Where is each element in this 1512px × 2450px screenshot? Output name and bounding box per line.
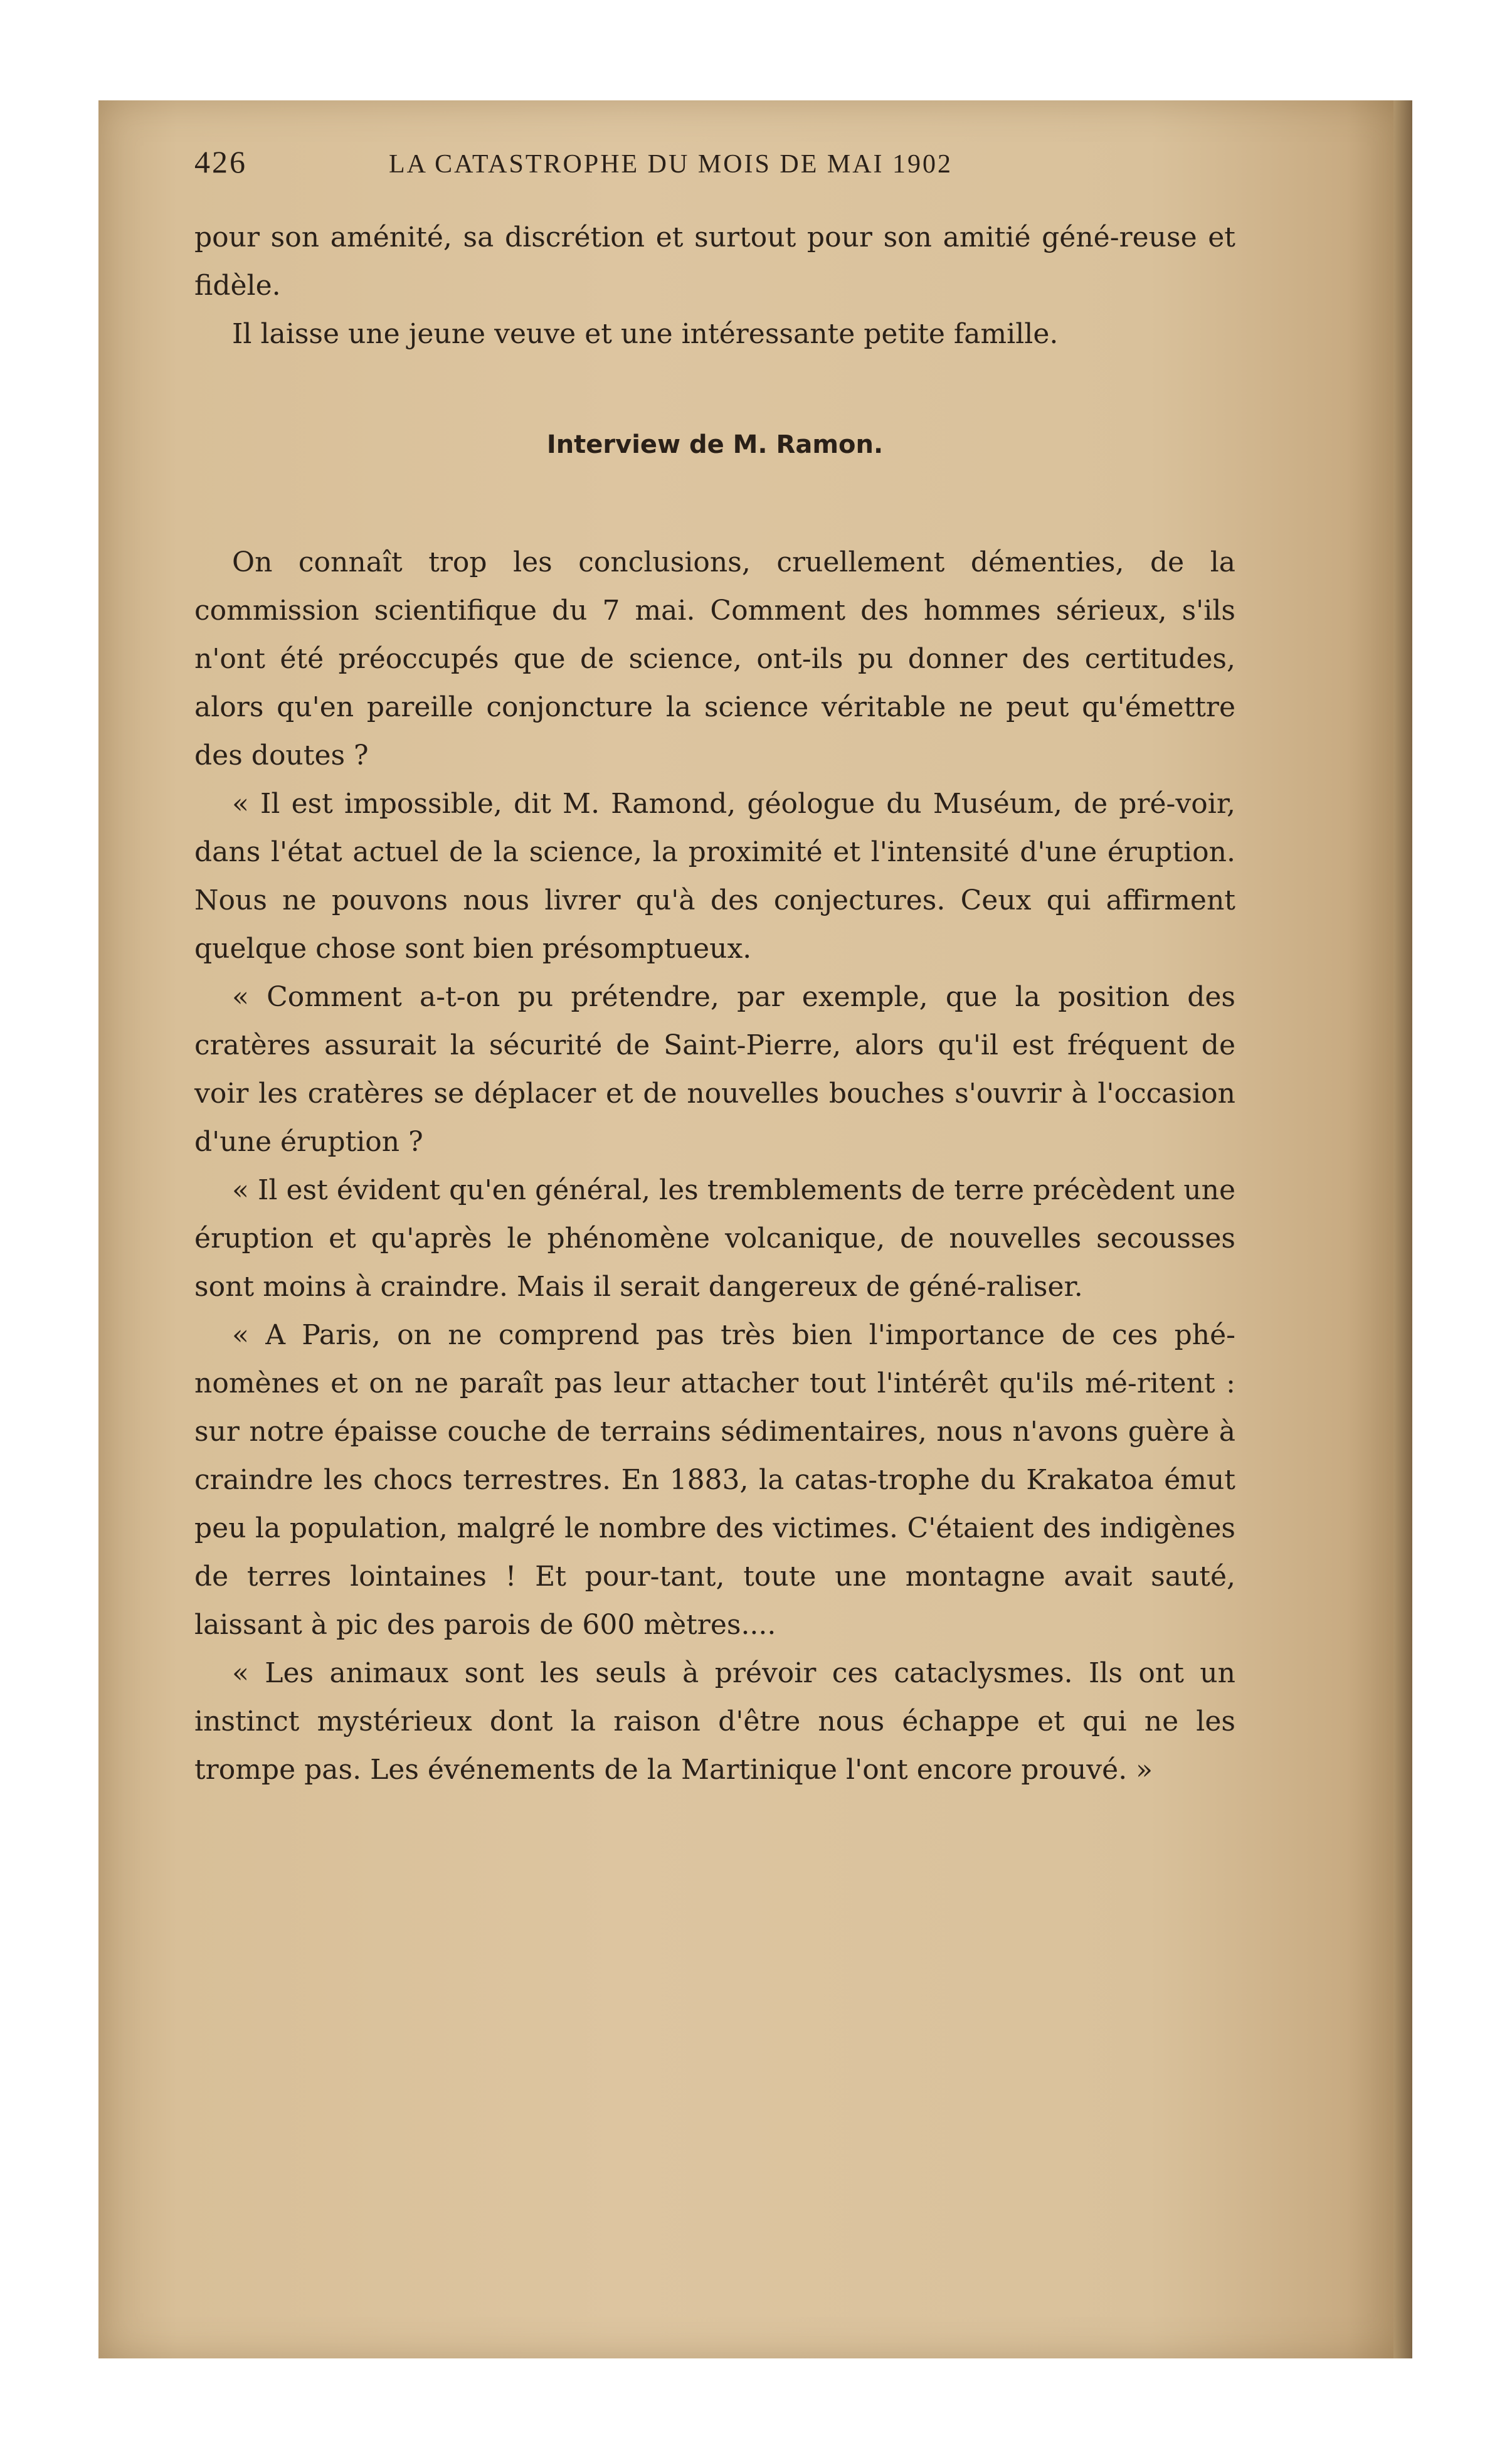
running-head	[194, 138, 1235, 213]
body-paragraph: « A Paris, on ne comprend pas très bien l'importance de ces phé-nomènes et on ne paraît pas leur attacher tout l'intérêt qu'ils mé-ritent : sur notre épaisse couche de terrains sédimentaires, nous n'avons guère à craindre les chocs terrestres. En 1883, la catas-trophe du Krakatoa émut peu la population, malgré le nombre des victimes. C'étaient des indigènes de terres lointaines ! Et pour-tant, toute une montagne avait sauté, laissant à pic des parois de 600 mètres....	[194, 1319, 1235, 1641]
body-paragraph: « Comment a-t-on pu prétendre, par exemple, que la position des cratères assurait la sécurité de Saint-Pierre, alors qu'il est fréquent de voir les cratères se déplacer et de nouvelles bouches s'ouvrir à l'occasion d'une éruption ?	[194, 981, 1235, 1158]
section-heading: Interview de M. Ramon.	[546, 430, 884, 459]
continued-paragraph: pour son aménité, sa discrétion et surtout pour son amitié géné-reuse et fidèle.	[194, 221, 1235, 302]
body-paragraph: « Les animaux sont les seuls à prévoir ces cataclysmes. Ils ont un instinct mystérieux dont la raison d'être nous échappe et qui ne les trompe pas. Les événements de la Martinique l'ont encore prouvé. »	[194, 1657, 1235, 1786]
body-paragraph: On connaît trop les conclusions, cruellement démenties, de la commission scientifique du 7 mai. Comment des hommes sérieux, s'ils n'ont été préoccupés que de science, ont-ils pu donner des certitudes, alors qu'en pareille conjoncture la science véritable ne peut qu'émettre des doutes ?	[194, 546, 1235, 772]
page-body	[194, 138, 1235, 1794]
body-paragraph: « Il est évident qu'en général, les tremblements de terre précèdent une éruption et qu'après le phénomène volcanique, de nouvelles secousses sont moins à craindre. Mais il serait dangereux de géné-raliser.	[194, 1174, 1235, 1303]
page-number: 426	[194, 144, 247, 179]
body-paragraph: « Il est impossible, dit M. Ramond, géologue du Muséum, de pré-voir, dans l'état actuel de la science, la proximité et l'intensité d'une éruption. Nous ne pouvons nous livrer qu'à des conjectures. Ceux qui affirment quelque chose sont bien présomptueux.	[194, 788, 1235, 965]
book-spine-shadow	[1393, 100, 1412, 2358]
running-title: LA CATASTROPHE DU MOIS DE MAI 1902	[389, 150, 953, 179]
closing-paragraph: Il laisse une jeune veuve et une intéressante petite famille.	[232, 318, 1059, 350]
